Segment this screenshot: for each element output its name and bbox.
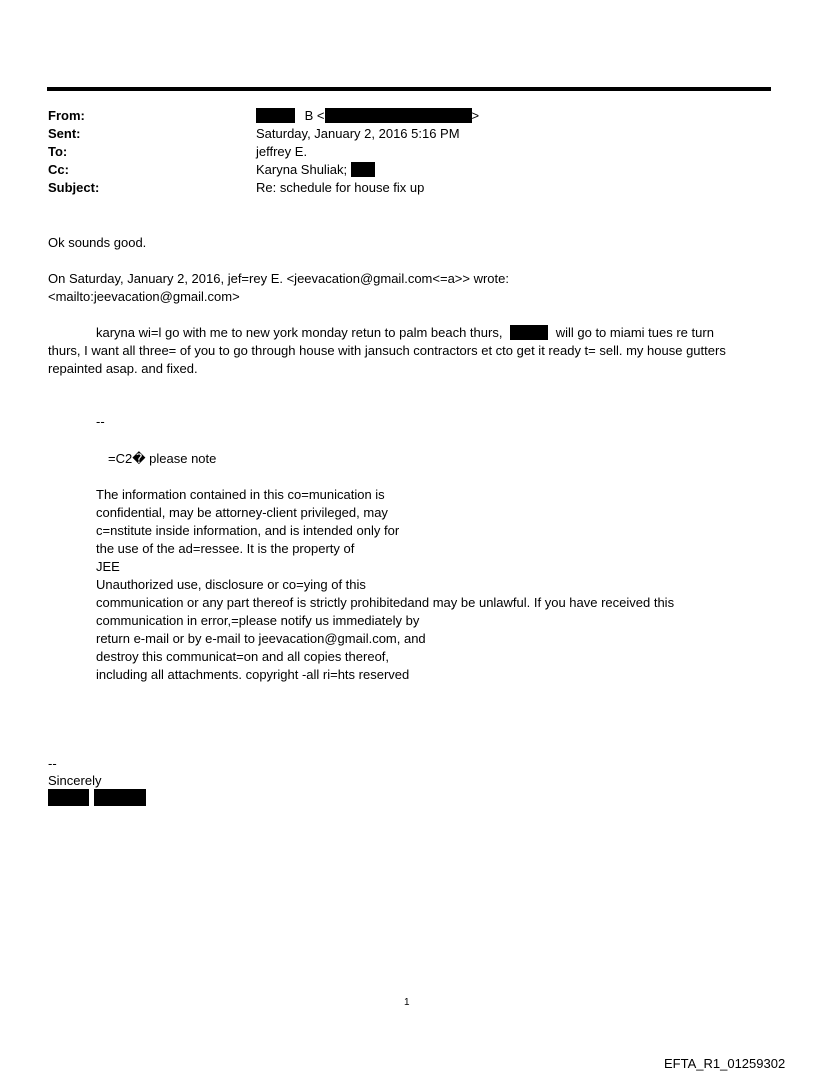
redaction-box [94,789,146,806]
disclaimer-line: confidential, may be attorney-client privileged, may [96,505,388,520]
from-value: B < > [256,107,479,125]
subject-label: Subject: [48,180,100,195]
signature-name [48,789,146,808]
disclaimer-line: communication or any part thereof is strictly prohibitedand may be unlawful. If you have received this [96,595,675,610]
closing-separator: -- [48,756,57,771]
reply-text: Ok sounds good. [48,235,147,250]
closing-text: Sincerely [48,773,102,788]
subject-value: Re: schedule for house fix up [256,180,425,195]
redaction-box [325,108,472,123]
message-line-2: thurs, I want all three= of you to go through house with jansuch contractors et cto get it ready t= sell. my house gutters [48,343,726,358]
message-line-3: repainted asap. and fixed. [48,361,198,376]
disclaimer-line: communication in error,=please notify us immediately by [96,613,420,628]
sent-value: Saturday, January 2, 2016 5:16 PM [256,126,460,141]
disclaimer-block [96,486,674,684]
disclaimer-line: Unauthorized use, disclosure or co=ying of this [96,577,366,592]
disclaimer-line: destroy this communicat=on and all copies thereof, [96,649,390,664]
disclaimer-line: including all attachments. copyright -all ri=hts reserved [96,667,410,682]
disclaimer-line: c=nstitute inside information, and is intended only for [96,523,400,538]
redaction-box [256,108,295,123]
cc-label: Cc: [48,162,69,177]
message-line-1: karyna wi=l go with me to new york monday retun to palm beach thurs, will go to miami tues re turn [96,325,714,340]
from-label: From: [48,108,85,123]
to-value: jeffrey E. [256,144,308,159]
cc-value: Karyna Shuliak; [256,161,375,179]
header-rule [47,87,771,91]
redaction-box [510,325,548,340]
sent-label: Sent: [48,126,81,141]
please-note: =C2� please note [108,451,217,466]
page-number: 1 [404,997,410,1008]
redaction-box [351,162,375,177]
signature-separator: -- [96,414,105,429]
disclaimer-line: The information contained in this co=munication is [96,487,385,502]
to-label: To: [48,144,68,159]
disclaimer-line: return e-mail or by e-mail to jeevacation@gmail.com, and [96,631,426,646]
disclaimer-line: the use of the ad=ressee. It is the property of [96,541,355,556]
quote-intro-mailto: <mailto:jeevacation@gmail.com> [48,289,240,304]
disclaimer-line: JEE [96,559,120,574]
redaction-box [48,789,89,806]
bates-number: EFTA_R1_01259302 [664,1056,786,1071]
quote-intro-line: On Saturday, January 2, 2016, jef=rey E. <jeevacation@gmail.com<=a>> wrote: [48,271,509,286]
